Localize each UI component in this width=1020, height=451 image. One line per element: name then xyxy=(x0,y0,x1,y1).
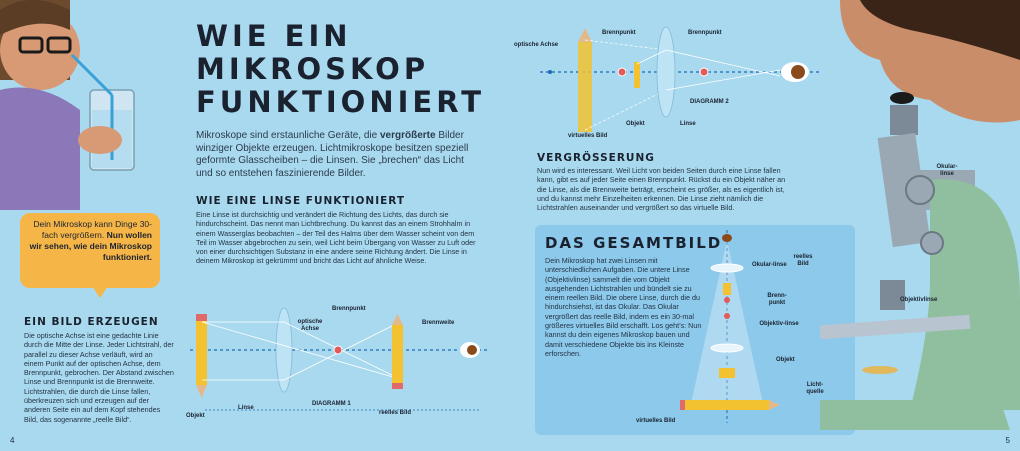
speech-bubble xyxy=(20,213,160,288)
d2-linse-label: Linse xyxy=(680,121,696,127)
microscope-illustration xyxy=(820,0,1020,451)
d2-brennpunkt-2: Brennpunkt xyxy=(688,30,722,36)
d1-name: DIAGRAMM 1 xyxy=(312,401,351,407)
d2-achse-label: optische Achse xyxy=(514,42,559,48)
title-line-2: MIKROSKOP xyxy=(196,52,430,86)
bubble-bold-text: Nun wollen wir sehen, wie dein Mikroskop funktioniert. xyxy=(29,230,152,262)
d1-objekt-label: Objekt xyxy=(186,413,205,419)
d2-name: DIAGRAMM 2 xyxy=(690,99,729,105)
d3-brennpunkt-label: Brenn-punkt xyxy=(767,293,787,306)
d3-objekt-label: Objekt xyxy=(776,357,795,363)
d1-brennweite-label: Brennweite xyxy=(422,320,455,326)
object-small-pencil xyxy=(634,62,640,88)
gesamt-text: Dein Mikroskop hat zwei Linsen mit unterschiedlichen Aufgaben. Die untere Linse (Objektivlinse) sammelt die vom Objekt ausgehenden Lichtstrahlen und bündelt sie zu einem reellen Bild. Die obere Linse, durch die du hindurchsiehst, ist das Okular. Das Okular vergrößert das reelle Bild, indem es ein 30-mal größeres virtuelles Bild erschafft. Los geht’s: Nun kannst du dein eigenes Mikroskop bauen und damit verschiedene Objekte bis ins Kleinste erforschen. xyxy=(545,256,702,358)
object-pencil xyxy=(196,320,207,385)
d3-objektiv-label: Objektiv-linse xyxy=(759,321,799,327)
d1-linse-label: Linse xyxy=(238,405,254,411)
d2-virtuell-label: virtuelles Bild xyxy=(568,133,608,139)
diagram-3 xyxy=(680,228,800,428)
d1-brennpunkt-label: Brennpunkt xyxy=(332,306,366,312)
linse-heading: WIE EINE LINSE FUNKTIONIERT xyxy=(196,195,406,207)
title-line-1: WIE EIN xyxy=(196,19,352,53)
focal-point xyxy=(334,346,342,354)
bild-heading: EIN BILD ERZEUGEN xyxy=(24,316,159,328)
d2-brennpunkt-1: Brennpunkt xyxy=(602,30,636,36)
boy-with-glass-illustration xyxy=(0,0,170,220)
intro-bold: vergrößerte xyxy=(379,130,436,141)
vergr-text: Nun wird es interessant. Weil Licht von beiden Seiten durch eine Linse fallen kann, gibt es auf jeder Seite einen Brennpunkt. Rückst du ein Objekt näher an die Linse, als die Brennweite beträgt, erscheint es größer, als es eigentlich ist, und du kannst mehr Einzelheiten erkennen. Die Linse zieht nämlich die Lichtstrahlen auseinander und vergrößert so das virtuelle Bild. xyxy=(537,166,786,213)
micro-okular-label: Okular-linse xyxy=(936,164,958,177)
real-image-pencil xyxy=(392,325,403,385)
eye-icon-2 xyxy=(791,65,805,79)
eye-icon xyxy=(467,345,477,355)
gesamt-heading: DAS GESAMTBILD xyxy=(545,234,723,252)
d1-achse-label: optische Achse xyxy=(297,319,323,332)
vergr-heading: VERGRÖSSERUNG xyxy=(537,152,655,164)
d3-reell-label: reelles Bild xyxy=(793,254,813,267)
d1-reell-label: reelles Bild xyxy=(379,410,412,416)
bild-text: Die optische Achse ist eine gedachte Linie durch die Mitte der Linse. Jeder Lichtstrahl, der parallel zu dieser Achse verläuft, wird an einem Punkt auf der optischen Achse, dem Brennpunkt, gebrochen. Der Abstand zwischen Linse und Brennpunkt ist die Brennweite. Lichtstrahlen, die durch die Linse fallen, überkreuzen sich und erzeugen auf der anderen Seite ein auf dem Kopf stehendes Bild, das sogenannte „reelle Bild“. xyxy=(24,331,174,424)
d3-okular-label: Okular-linse xyxy=(752,262,787,268)
intro-text: Mikroskope sind erstaunliche Geräte, die xyxy=(196,130,380,141)
bubble-text: Dein Mikroskop kann Dinge 30-fach vergrößern. xyxy=(33,219,152,240)
intro-text-end: Bilder winziger Objekte erzeugen. Lichtmikroskope besitzen speziell geformte Glasscheiben – die Linsen. Sie „brechen“ das Licht und so entstehen faszinierende Bilder. xyxy=(196,130,469,179)
page-number-left: 4 xyxy=(10,436,15,445)
title-line-3: FUNKTIONIERT xyxy=(196,85,486,119)
micro-objektiv-label: Objektivlinse xyxy=(900,297,938,303)
intro-paragraph xyxy=(196,130,478,180)
page-number-right: 5 xyxy=(1005,436,1010,445)
virtual-image-pencil xyxy=(578,42,592,132)
d3-virtuell-label: virtuelles Bild xyxy=(636,418,676,424)
speech-bubble-tail xyxy=(92,286,108,298)
d2-objekt-label: Objekt xyxy=(626,121,645,127)
linse-text: Eine Linse ist durchsichtig und verändert die Richtung des Lichts, das durch sie hindurchscheint. Das nennt man Lichtbrechung. Du kannst das an einem Strohhalm in einem Wasserglas beobachten – der Teil des Halms über dem Wasser scheint von dem Teil im Wasser abgebrochen zu sein, weil Licht beim Übergang von Wasser zu Luft oder von einer durchsichtigen Substanz in eine andere seine Richtung ändert. Die Linse in deinem Mikroskop ist gekrümmt und bricht das Licht auf ähnliche Weise. xyxy=(196,210,476,266)
page-title xyxy=(196,19,486,119)
d3-licht-label: Licht-quelle xyxy=(806,382,824,395)
